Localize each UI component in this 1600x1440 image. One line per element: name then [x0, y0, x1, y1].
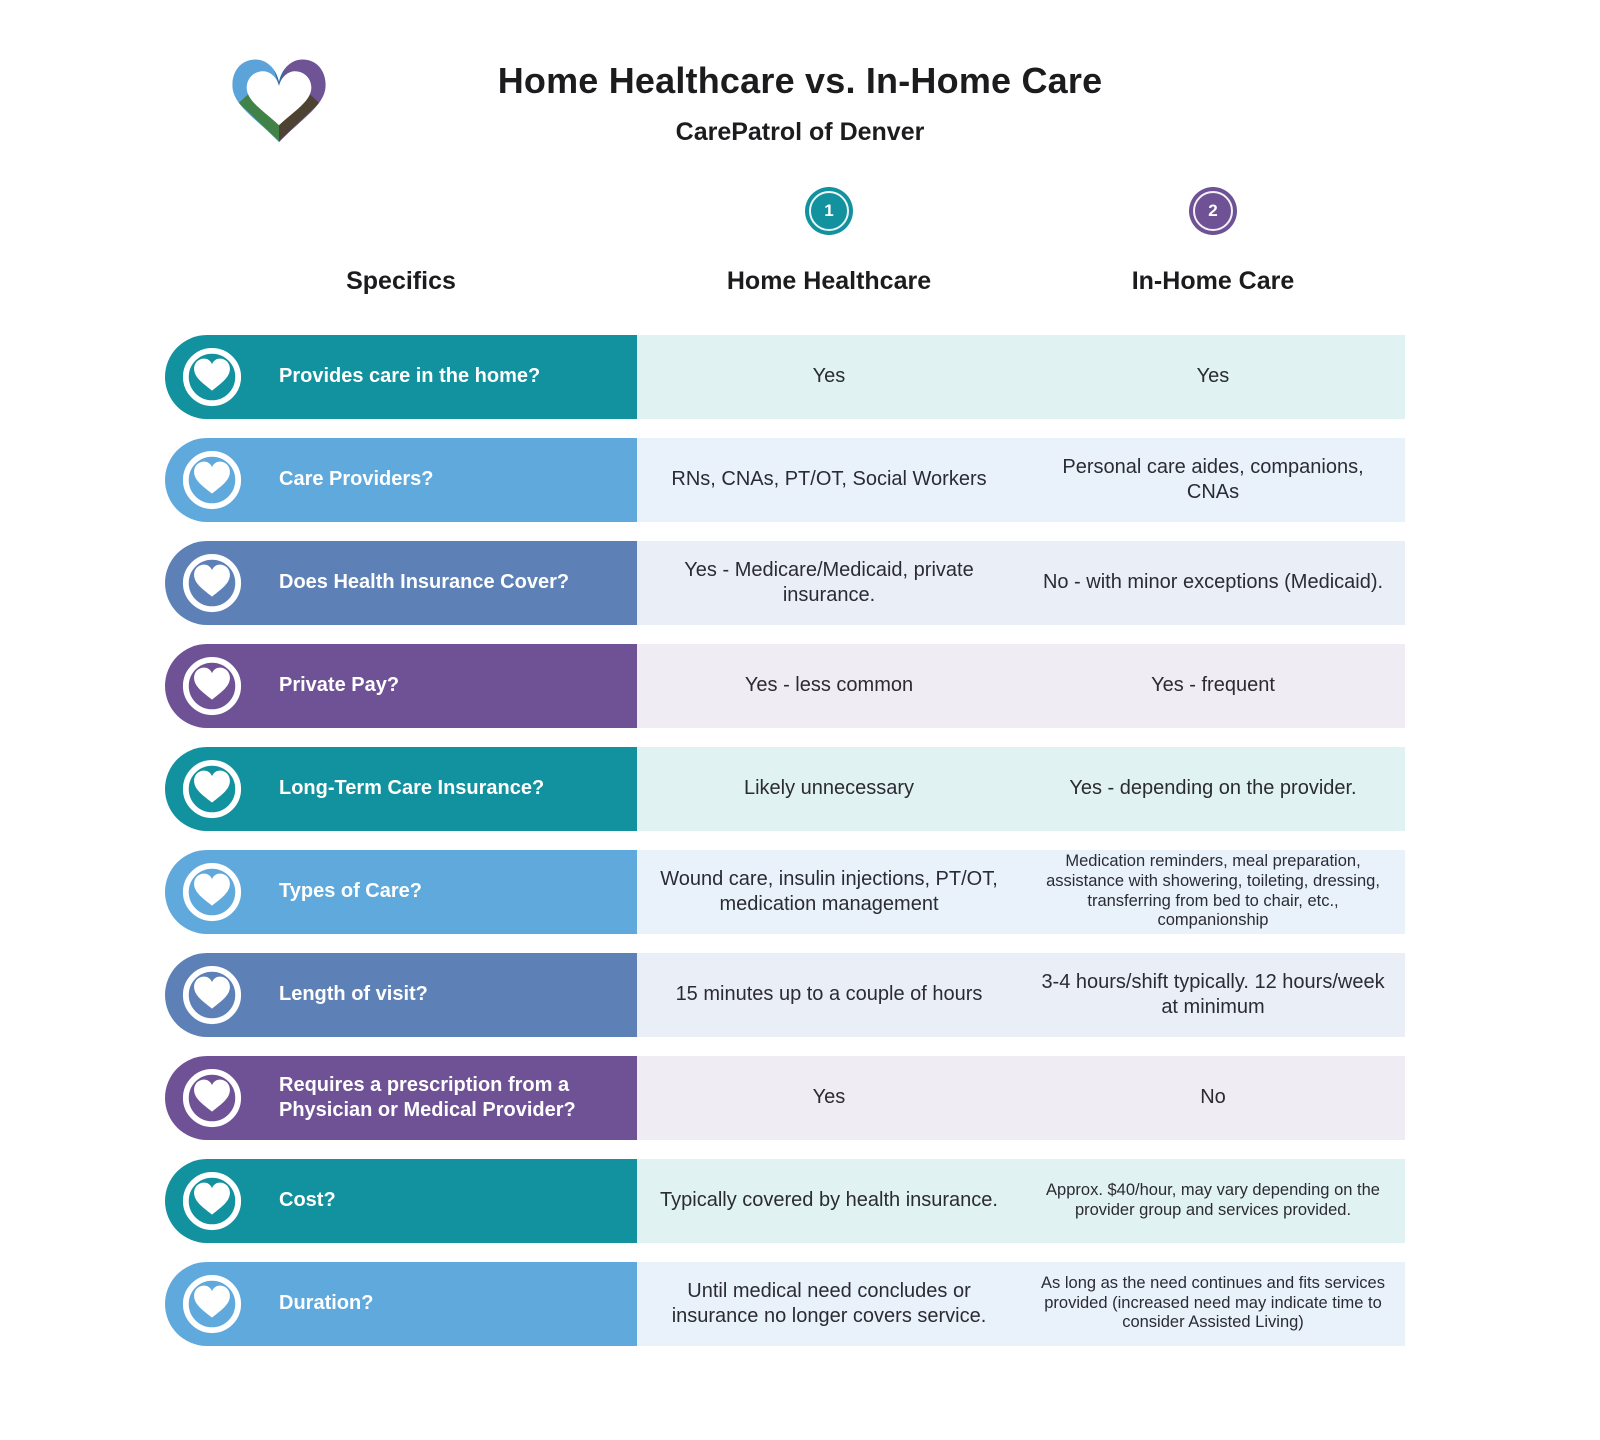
number-badge-1-value: 1 [824, 201, 834, 220]
cell-in-home-care: As long as the need continues and fits services provided (increased need may indicate time to consider Assisted Living) [1041, 1273, 1385, 1332]
row-label: Does Health Insurance Cover? [279, 571, 570, 594]
heart-icon [181, 346, 243, 408]
cell-home-healthcare: Yes [812, 1086, 846, 1109]
cell-in-home-care: Yes [1196, 365, 1230, 388]
home-healthcare-column-label: Home Healthcare [726, 267, 932, 295]
table-row-7 [165, 953, 1600, 1037]
row-label-pill [165, 953, 637, 1037]
cell-home-healthcare: Yes [812, 365, 846, 388]
row-cells [637, 541, 1405, 625]
page-title: Home Healthcare vs. In-Home Care [497, 60, 1103, 101]
heart-icon [181, 964, 243, 1026]
row-label: Care Providers? [279, 468, 434, 491]
cell-home-healthcare: RNs, CNAs, PT/OT, Social Workers [671, 468, 987, 491]
comparison-table [0, 335, 1600, 1346]
column-specifics [165, 268, 637, 296]
heart-icon [181, 449, 243, 511]
row-label-pill [165, 850, 637, 934]
page-subtitle: CarePatrol of Denver [675, 118, 925, 146]
table-row-3 [165, 541, 1600, 625]
row-label-pill [165, 1262, 637, 1346]
row-label-pill [165, 1159, 637, 1243]
row-cells [637, 335, 1405, 419]
cell-home-healthcare: Yes - less common [744, 674, 914, 697]
row-label-pill [165, 747, 637, 831]
row-cells [637, 438, 1405, 522]
heart-icon [181, 758, 243, 820]
heart-icon [181, 861, 243, 923]
table-row-6 [165, 850, 1600, 934]
cell-in-home-care: No - with minor exceptions (Medicaid). [1042, 571, 1384, 594]
cell-home-healthcare: Until medical need concludes or insurance no longer covers service. [671, 1280, 987, 1327]
cell-in-home-care: Approx. $40/hour, may vary depending on the provider group and services provided. [1046, 1180, 1380, 1219]
row-cells [637, 644, 1405, 728]
column-home-healthcare [637, 187, 1021, 296]
column-headers [165, 187, 1600, 296]
row-label: Length of visit? [279, 983, 428, 1006]
table-row-5 [165, 747, 1600, 831]
row-cells [637, 1159, 1405, 1243]
row-cells [637, 953, 1405, 1037]
cell-home-healthcare: Likely unnecessary [743, 777, 915, 800]
cell-home-healthcare: Wound care, insulin injections, PT/OT, medication management [660, 868, 998, 915]
number-badge-1 [805, 187, 853, 235]
table-row-9 [165, 1159, 1600, 1243]
cell-in-home-care: Medication reminders, meal preparation, assistance with showering, toileting, dressing, transferring from bed to chair, etc., companionship [1046, 851, 1380, 930]
cell-in-home-care: Personal care aides, companions, CNAs [1062, 456, 1364, 503]
table-row-4 [165, 644, 1600, 728]
heart-icon [181, 655, 243, 717]
specifics-column-label: Specifics [346, 267, 456, 295]
cell-home-healthcare: 15 minutes up to a couple of hours [675, 983, 983, 1006]
row-label-pill [165, 438, 637, 522]
heart-icon [181, 1067, 243, 1129]
header [0, 0, 1600, 147]
table-row-10 [165, 1262, 1600, 1346]
row-label: Types of Care? [279, 880, 422, 903]
row-label: Duration? [279, 1292, 374, 1315]
table-row-1 [165, 335, 1600, 419]
number-badge-2-value: 2 [1208, 201, 1218, 220]
heart-icon [181, 1170, 243, 1232]
cell-in-home-care: No [1200, 1086, 1226, 1109]
cell-home-healthcare: Yes - Medicare/Medicaid, private insurance. [684, 559, 974, 606]
row-label-pill [165, 644, 637, 728]
carepatrol-heart-logo [226, 50, 332, 156]
row-cells [637, 1262, 1405, 1346]
number-badge-2 [1189, 187, 1237, 235]
row-label-pill [165, 541, 637, 625]
heart-icon [181, 1273, 243, 1335]
row-label: Long-Term Care Insurance? [279, 777, 545, 800]
column-in-home-care [1021, 187, 1405, 296]
row-label-pill [165, 335, 637, 419]
row-cells [637, 747, 1405, 831]
cell-in-home-care: 3-4 hours/shift typically. 12 hours/week at minimum [1041, 971, 1385, 1018]
cell-in-home-care: Yes - depending on the provider. [1069, 777, 1357, 800]
row-label: Requires a prescription from a Physician or Medical Provider? [279, 1074, 576, 1121]
row-cells [637, 850, 1405, 934]
table-row-2 [165, 438, 1600, 522]
table-row-8 [165, 1056, 1600, 1140]
row-cells [637, 1056, 1405, 1140]
row-label: Cost? [279, 1189, 336, 1212]
in-home-care-column-label: In-Home Care [1131, 267, 1295, 295]
row-label-pill [165, 1056, 637, 1140]
heart-icon [181, 552, 243, 614]
row-label: Private Pay? [279, 674, 400, 697]
cell-in-home-care: Yes - frequent [1151, 674, 1275, 697]
row-label: Provides care in the home? [279, 365, 541, 388]
cell-home-healthcare: Typically covered by health insurance. [660, 1189, 998, 1212]
